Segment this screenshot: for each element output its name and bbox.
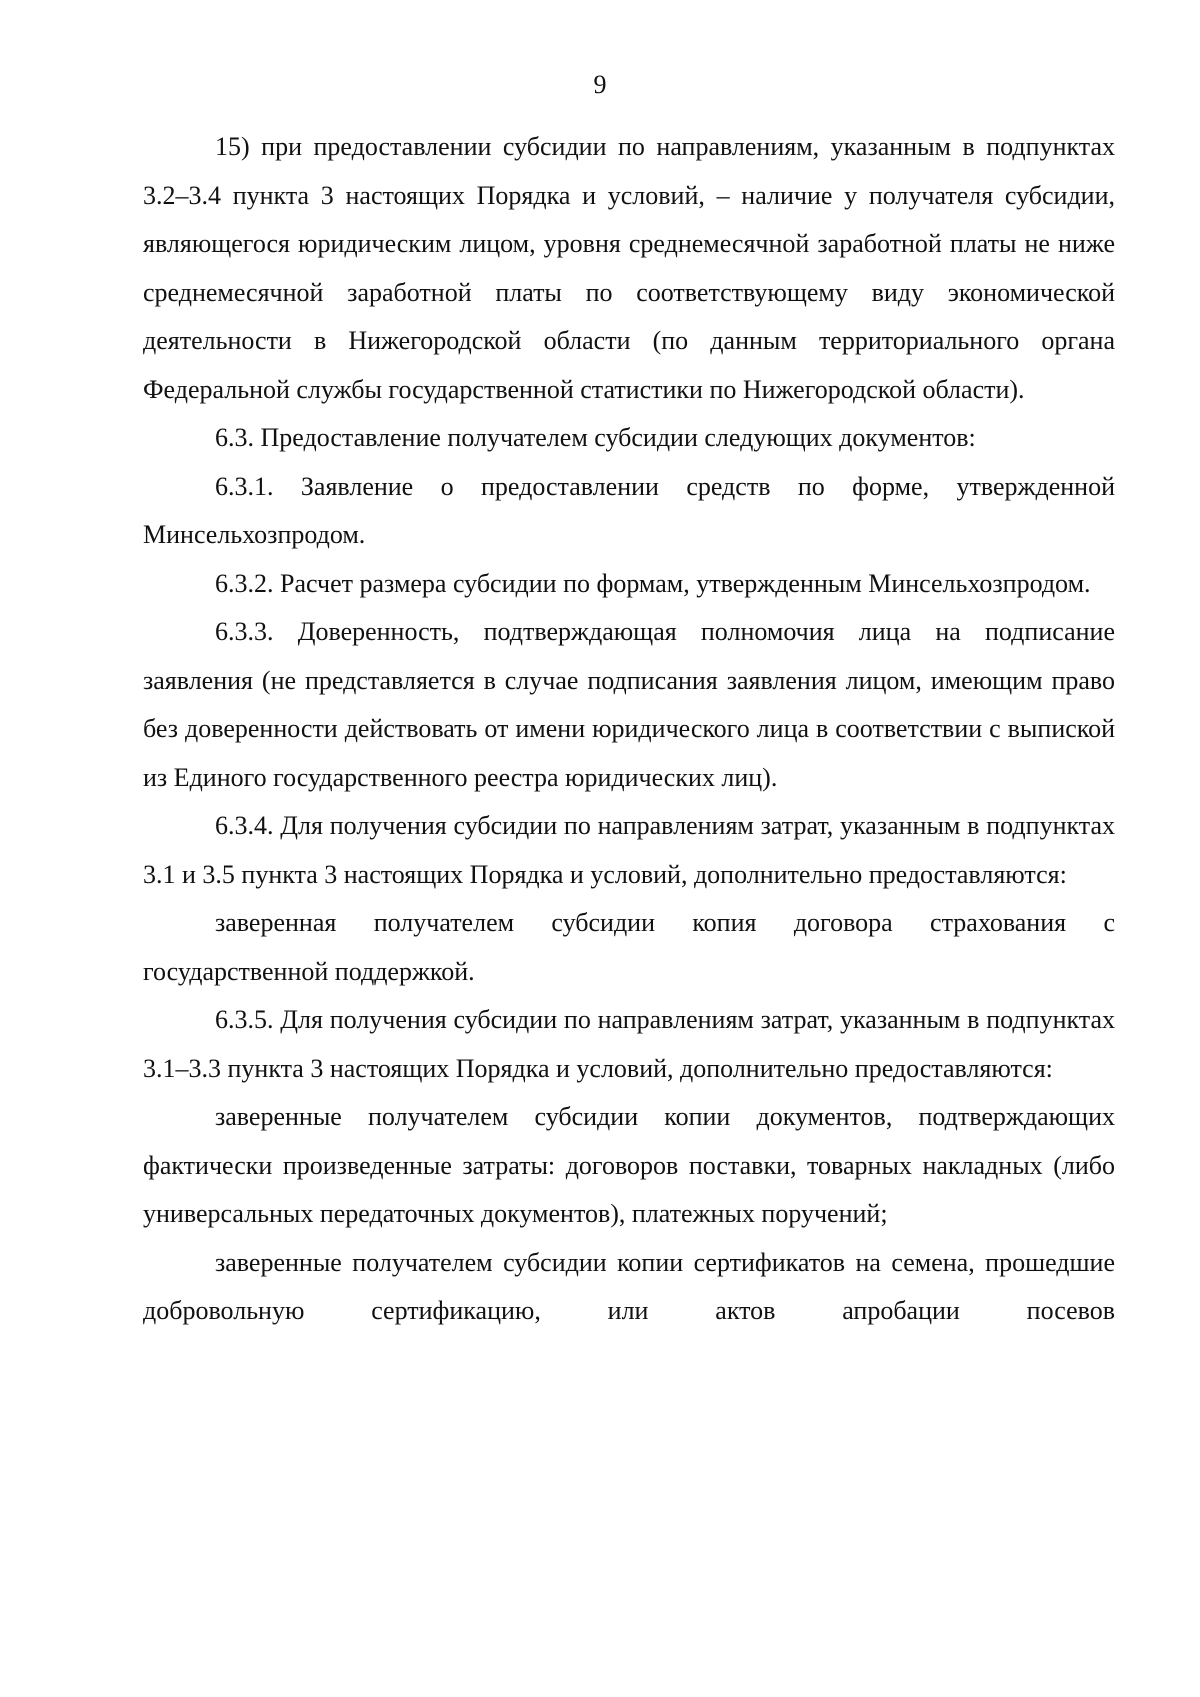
paragraph-item-15: 15) при предоставлении субсидии по направлениям, указанным в подпунктах 3.2–3.4 пункта 3 настоящих Порядка и условий, – наличие у получателя субсидии, являющегося юридическим лицом, уровня среднемесячной заработной платы не ниже среднемесячной заработной платы по соответствующему виду экономической деятельности в Нижегородской области (по данным территориального органа Федеральной службы государственной статистики по Нижегородской области). [143,132,1115,404]
paragraph-cost-documents: заверенные получателем субсидии копии документов, подтверждающих фактически произведенные затраты: договоров поставки, товарных накладных (либо универсальных передаточных документов), платежных поручений; [143,1102,1115,1228]
paragraph-seed-certificates: заверенные получателем субсидии копии сертификатов на семена, прошедшие добровольную сертификацию, или актов апробации посевов [143,1247,1115,1325]
paragraph-6-3-2: 6.3.2. Расчет размера субсидии по формам, утвержденным Минсельхозпродом. [215,568,1091,598]
paragraph-6-3-4: 6.3.4. Для получения субсидии по направлениям затрат, указанным в подпунктах 3.1 и 3.5 пункта 3 настоящих Порядка и условий, дополнительно предоставляются: [143,811,1115,889]
paragraph-insurance-copy: заверенная получателем субсидии копия договора страхования с государственной поддержкой. [143,908,1115,986]
paragraph-6-3-3: 6.3.3. Доверенность, подтверждающая полномочия лица на подписание заявления (не представляется в случае подписания заявления лицом, имеющим право без доверенности действовать от имени юридического лица в соответствии с выпиской из Единого государственного реестра юридических лиц). [143,617,1115,792]
paragraph-6-3: 6.3. Предоставление получателем субсидии следующих документов: [215,423,976,452]
document-body [143,123,1115,1336]
page-number: 9 [593,70,607,99]
paragraph-6-3-5: 6.3.5. Для получения субсидии по направлениям затрат, указанным в подпунктах 3.1–3.3 пункта 3 настоящих Порядка и условий, дополнительно предоставляются: [143,1005,1115,1083]
paragraph-6-3-1: 6.3.1. Заявление о предоставлении средств по форме, утвержденной Минсельхозпродом. [143,471,1115,549]
